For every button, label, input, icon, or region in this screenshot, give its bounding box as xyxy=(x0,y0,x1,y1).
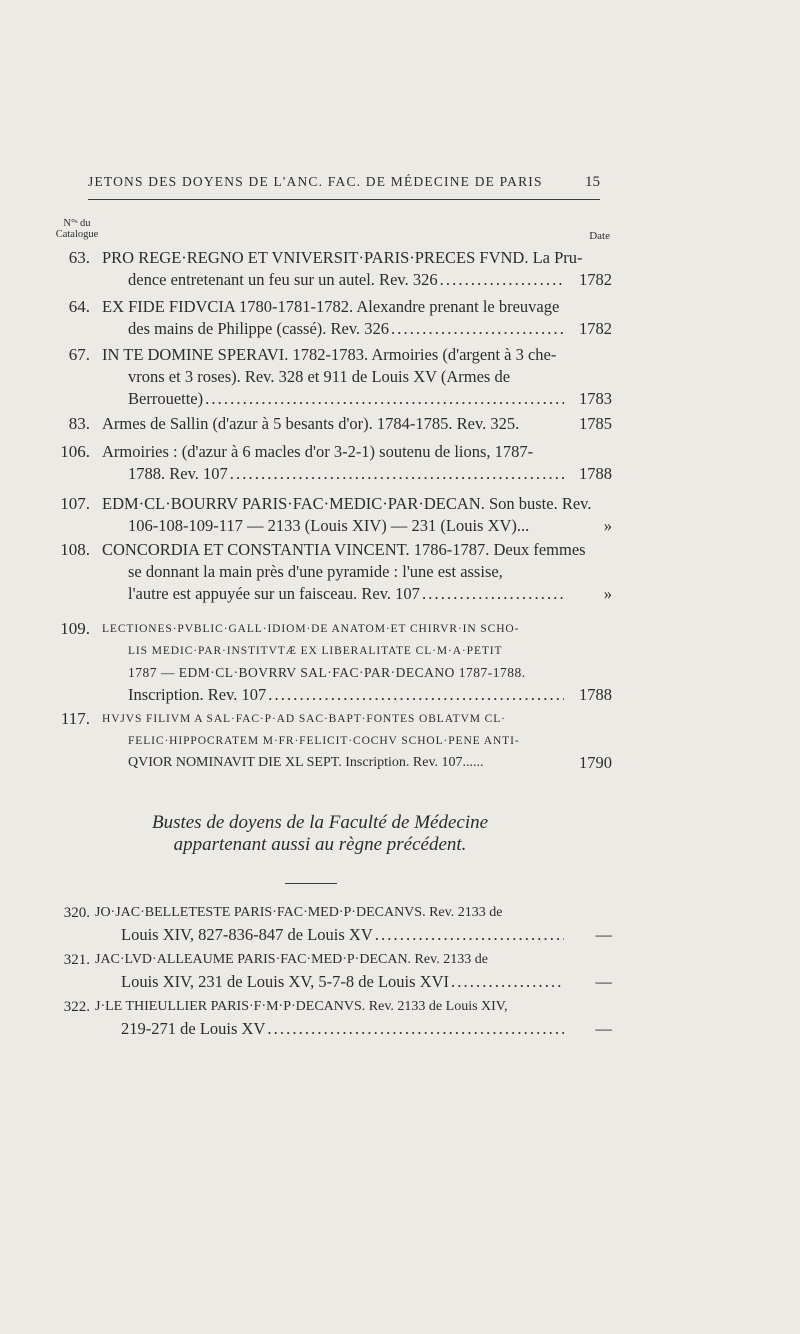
entry-line: l'autre est appuyée sur un faisceau. Rev. 107 . . . xyxy=(102,583,564,605)
entry-date: — xyxy=(595,972,612,991)
entry-line: 106-108-109-117 — 2133 (Louis XIV) — 231 (Louis XV)... xyxy=(128,516,530,535)
catalogue-label-line-1: N°ˢ du xyxy=(63,218,91,229)
entry-line: JO·JAC·BELLETESTE PARIS·FAC·MED·P·DECANVS. Rev. 2133 de xyxy=(95,905,503,920)
catalogue-entry xyxy=(40,618,612,706)
entry-number: 63. xyxy=(68,248,90,267)
entry-line: LECTIONES·PVBLIC·GALL·IDIOM·DE ANATOM·ET CHIRVR·IN SCHO- xyxy=(102,623,520,635)
entry-date: 1785 xyxy=(579,414,612,433)
entry-date: 1782 xyxy=(579,319,612,338)
entry-date: » xyxy=(603,516,612,535)
entry-date: 1788 xyxy=(579,685,612,704)
entry-line: Inscription. Rev. 107 . . . xyxy=(102,684,564,706)
entry-line: 1788. Rev. 107 . . . xyxy=(102,463,564,485)
entry-date: — xyxy=(595,1019,612,1038)
entry-number: 64. xyxy=(68,297,90,316)
entry-line: Louis XIV, 231 de Louis XV, 5-7-8 de Louis XVI . . . xyxy=(95,971,564,993)
header-rule xyxy=(88,199,600,200)
entry-line: J·LE THIEULLIER PARIS·F·M·P·DECANVS. Rev. 2133 de Louis XIV, xyxy=(95,999,508,1014)
catalogue-entry xyxy=(40,344,612,410)
section-rule xyxy=(285,883,337,884)
entry-number: 109. xyxy=(60,619,90,638)
catalogue-entry xyxy=(40,708,612,774)
catalogue-column-label xyxy=(42,218,112,240)
entry-date: » xyxy=(603,584,612,603)
entry-line: QVIOR NOMINAVIT DIE XL SEPT. Inscription. Rev. 107...... xyxy=(128,755,484,770)
section-title-line-1: Bustes de doyens de la Faculté de Médecine xyxy=(151,812,489,833)
entry-line: JAC·LVD·ALLEAUME PARIS·FAC·MED·P·DECAN. Rev. 2133 de xyxy=(95,952,488,967)
entry-line: Armoiries : (d'azur à 6 macles d'or 3-2-1) soutenu de lions, 1787- xyxy=(102,442,534,461)
entry-line: Louis XIV, 827-836-847 de Louis XV . . . xyxy=(95,924,564,946)
entry-number: 322. xyxy=(63,999,90,1015)
catalogue-entry xyxy=(40,296,612,340)
entry-line: IN TE DOMINE SPERAVI. 1782-1783. Armoiries (d'argent à 3 che- xyxy=(102,345,557,364)
entry-date: — xyxy=(595,925,612,944)
running-header xyxy=(88,174,600,191)
entry-date: 1788 xyxy=(579,464,612,483)
bust-entry xyxy=(40,949,612,993)
entry-line: EX FIDE FIDVCIA 1780-1781-1782. Alexandre prenant le breuvage xyxy=(102,297,560,316)
catalogue-entry xyxy=(40,247,612,291)
entry-line: Berrouette) . . . xyxy=(102,388,564,410)
entry-line: EDM·CL·BOURRV PARIS·FAC·MEDIC·PAR·DECAN. Son buste. Rev. xyxy=(102,494,592,513)
entry-line: PRO REGE·REGNO ET VNIVERSIT·PARIS·PRECES FVND. La Pru- xyxy=(102,248,583,267)
entry-number: 83. xyxy=(68,414,90,433)
header-title: JETONS DES DOYENS DE L'ANC. FAC. DE MÉDECINE DE PARIS xyxy=(88,174,543,189)
catalogue-entry xyxy=(40,441,612,485)
date-column-label: Date xyxy=(589,230,610,242)
entry-number: 106. xyxy=(60,442,90,461)
entry-number: 107. xyxy=(60,494,90,513)
page-number: 15 xyxy=(585,174,600,190)
entry-line: Armes de Sallin (d'azur à 5 besants d'or). 1784-1785. Rev. 325. xyxy=(102,414,520,433)
entry-date: 1783 xyxy=(579,389,612,408)
entry-line: 219-271 de Louis XV . . . xyxy=(95,1018,564,1040)
entry-line: LIS MEDIC·PAR·INSTITVTÆ EX LIBERALITATE CL·M·A·PETIT xyxy=(128,645,503,657)
catalogue-label-line-2: Catalogue xyxy=(55,229,99,240)
bust-entry xyxy=(40,996,612,1040)
entry-line: 1787 — EDM·CL·BOVRRV SAL·FAC·PAR·DECANO 1787-1788. xyxy=(128,665,526,680)
bust-entry xyxy=(40,902,612,946)
section-title-line-2: appartenant aussi au règne précédent. xyxy=(173,834,467,855)
entry-line: se donnant la main près d'une pyramide : l'une est assise, xyxy=(128,562,503,581)
entry-number: 67. xyxy=(68,345,90,364)
entry-line: dence entretenant un feu sur un autel. Rev. 326 . . . xyxy=(102,269,564,291)
entry-line: CONCORDIA ET CONSTANTIA VINCENT. 1786-1787. Deux femmes xyxy=(102,540,586,559)
section-title xyxy=(60,812,580,856)
entry-date: 1790 xyxy=(579,753,612,772)
entry-line: FELIC·HIPPOCRATEM M·FR·FELICIT·COCHV SCHOL·PENE ANTI- xyxy=(128,735,520,747)
catalogue-entry xyxy=(40,413,612,435)
entry-number: 320. xyxy=(63,905,90,921)
entry-line: HVJVS FILIVM A SAL·FAC·P·AD SAC·BAPT·FONTES OBLATVM CL· xyxy=(102,713,506,725)
entry-number: 321. xyxy=(63,952,90,968)
entry-line: des mains de Philippe (cassé). Rev. 326 . . . xyxy=(102,318,564,340)
catalogue-entry xyxy=(40,539,612,605)
entry-number: 117. xyxy=(60,709,90,728)
entry-date: 1782 xyxy=(579,270,612,289)
catalogue-entry xyxy=(40,493,612,537)
entry-number: 108. xyxy=(60,540,90,559)
entry-line: vrons et 3 roses). Rev. 328 et 911 de Louis XV (Armes de xyxy=(128,367,511,386)
